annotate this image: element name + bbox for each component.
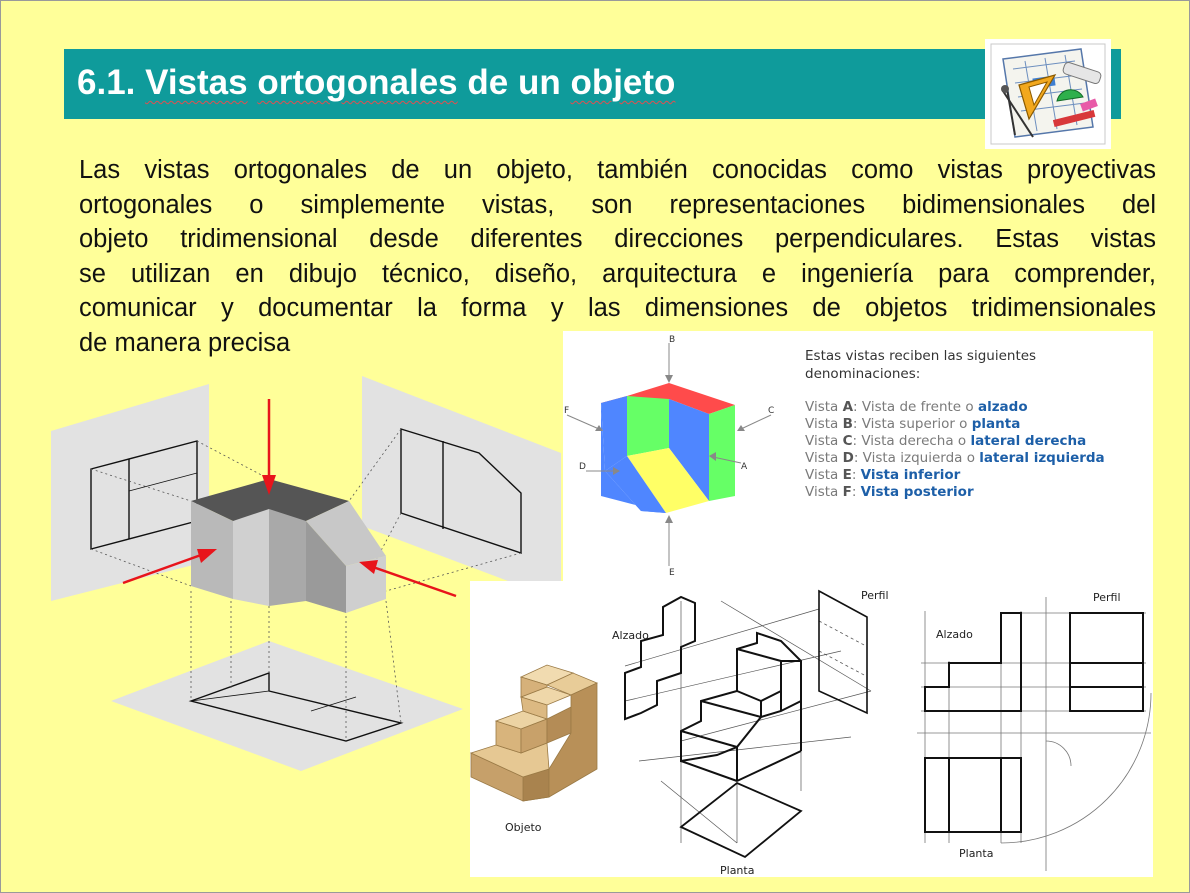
paragraph-line: de manera precisa bbox=[79, 328, 291, 357]
views-legend bbox=[805, 347, 1105, 501]
technical-drawing bbox=[470, 581, 1153, 877]
paragraph-line: se utilizan en dibujo técnico, diseño, arquitectura e ingeniería para comprender, bbox=[79, 259, 1156, 288]
paragraph-line: Las vistas ortogonales de un objeto, también conocidas como vistas proyectivas bbox=[79, 156, 1156, 184]
legend-row: Vista C: Vista derecha o lateral derecha bbox=[805, 433, 1087, 449]
title-word: objeto bbox=[570, 63, 676, 102]
label-perfil-ortho: Perfil bbox=[1093, 591, 1121, 604]
cube-label-f: F bbox=[564, 406, 570, 416]
legend-row: Vista E: Vista inferior bbox=[805, 467, 961, 483]
cube-label-c: C bbox=[768, 406, 775, 416]
legend-row: Vista B: Vista superior o planta bbox=[805, 416, 1021, 432]
title-word: Vistas bbox=[145, 63, 248, 102]
title-number: 6.1. bbox=[77, 63, 136, 102]
title-word: de un bbox=[467, 63, 561, 102]
label-alzado-iso: Alzado bbox=[612, 629, 649, 642]
legend-row: Vista A: Vista de frente o alzado bbox=[805, 399, 1028, 415]
paragraph-line: objeto tridimensional desde diferentes direcciones perpendiculares. Estas vistas bbox=[79, 225, 1156, 253]
legend-intro: Estas vistas reciben las siguientes denominaciones: bbox=[805, 348, 1037, 382]
cube-label-e: E bbox=[669, 568, 675, 578]
page-title bbox=[77, 63, 675, 103]
label-planta-ortho: Planta bbox=[959, 847, 994, 860]
paragraph-line: comunicar y documentar la forma y las dimensiones de objetos tridimensionales bbox=[79, 294, 1156, 322]
label-planta-iso: Planta bbox=[720, 864, 755, 877]
legend-row: Vista D: Vista izquierda o lateral izquierda bbox=[805, 450, 1105, 466]
cube-figure bbox=[563, 331, 803, 581]
legend-row: Vista F: Vista posterior bbox=[805, 484, 974, 500]
paragraph-line: ortogonales o simplemente vistas, son representaciones bidimensionales del bbox=[79, 190, 1156, 219]
label-objeto: Objeto bbox=[505, 821, 542, 834]
cube-label-d: D bbox=[579, 462, 586, 472]
cube-label-a: A bbox=[741, 462, 748, 472]
cube-label-b: B bbox=[669, 335, 676, 345]
drafting-tools-icon bbox=[985, 39, 1111, 149]
label-alzado-ortho: Alzado bbox=[936, 628, 973, 641]
title-word: ortogonales bbox=[257, 63, 458, 102]
intro-paragraph bbox=[79, 153, 1156, 360]
label-perfil-iso: Perfil bbox=[861, 589, 889, 602]
